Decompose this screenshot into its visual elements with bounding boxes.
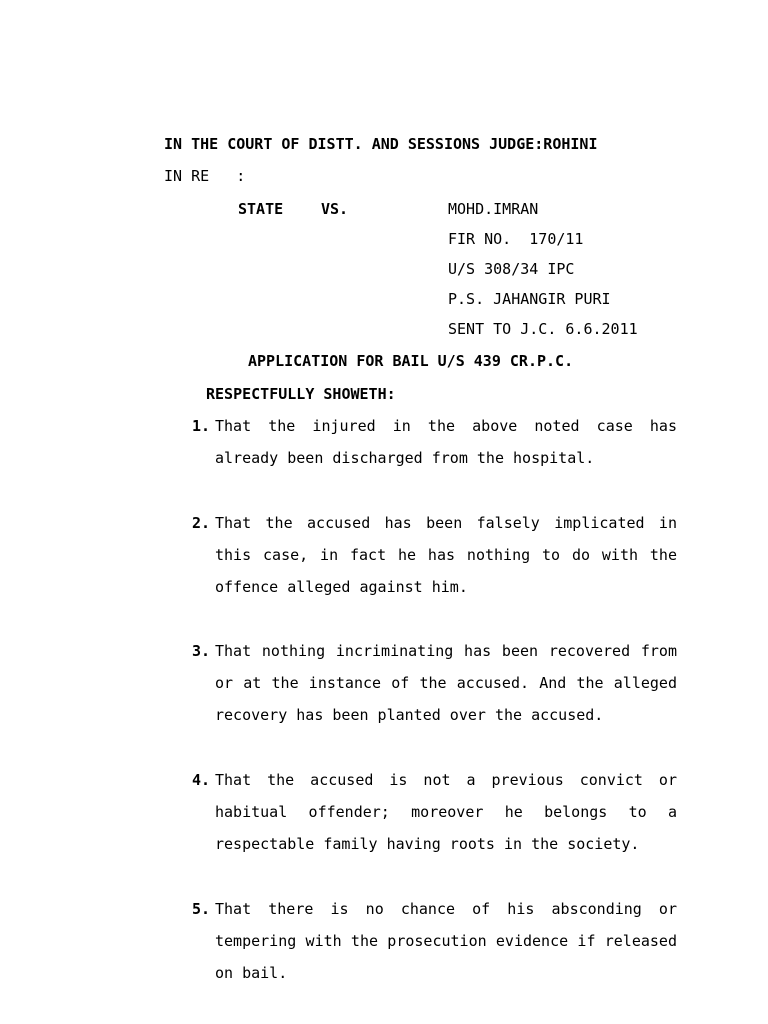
accused-name: MOHD.IMRAN bbox=[448, 200, 539, 218]
paragraph-text: That the accused is not a previous convict or habitual offender; moreover he belongs to a respectable family having roots in the society. bbox=[215, 771, 677, 854]
paragraph-text: That there is no chance of his absconding or tempering with the prosecution evidence if released on bail. bbox=[215, 900, 677, 983]
paragraph-5 bbox=[192, 893, 677, 990]
paragraph-number: 5. bbox=[192, 900, 211, 918]
paragraph-text: That the accused has been falsely implicated in this case, in fact he has nothing to do with the offence alleged against him. bbox=[215, 514, 677, 597]
custody-status: SENT TO J.C. 6.6.2011 bbox=[448, 320, 638, 338]
in-re-label: IN RE : bbox=[164, 167, 246, 185]
paragraph-text: That the injured in the above noted case has already been discharged from the hospital. bbox=[215, 417, 677, 468]
paragraph-number: 1. bbox=[192, 417, 211, 435]
party-versus: VS. bbox=[321, 200, 349, 218]
court-heading: IN THE COURT OF DISTT. AND SESSIONS JUDGE:ROHINI bbox=[164, 135, 598, 153]
respectfully-showeth: RESPECTFULLY SHOWETH: bbox=[206, 385, 396, 403]
paragraph-number: 4. bbox=[192, 771, 211, 789]
paragraph-2 bbox=[192, 507, 677, 604]
paragraph-number: 3. bbox=[192, 642, 211, 660]
paragraph-3 bbox=[192, 635, 677, 732]
police-station: P.S. JAHANGIR PURI bbox=[448, 290, 611, 308]
party-state: STATE bbox=[238, 200, 284, 218]
paragraph-4 bbox=[192, 764, 677, 861]
section-ipc: U/S 308/34 IPC bbox=[448, 260, 575, 278]
application-title: APPLICATION FOR BAIL U/S 439 CR.P.C. bbox=[248, 352, 574, 370]
paragraph-1 bbox=[192, 410, 677, 474]
fir-number: FIR NO. 170/11 bbox=[448, 230, 584, 248]
paragraph-number: 2. bbox=[192, 514, 211, 532]
paragraph-text: That nothing incriminating has been recovered from or at the instance of the accused. And the alleged recovery has been planted over the accused. bbox=[215, 642, 677, 725]
